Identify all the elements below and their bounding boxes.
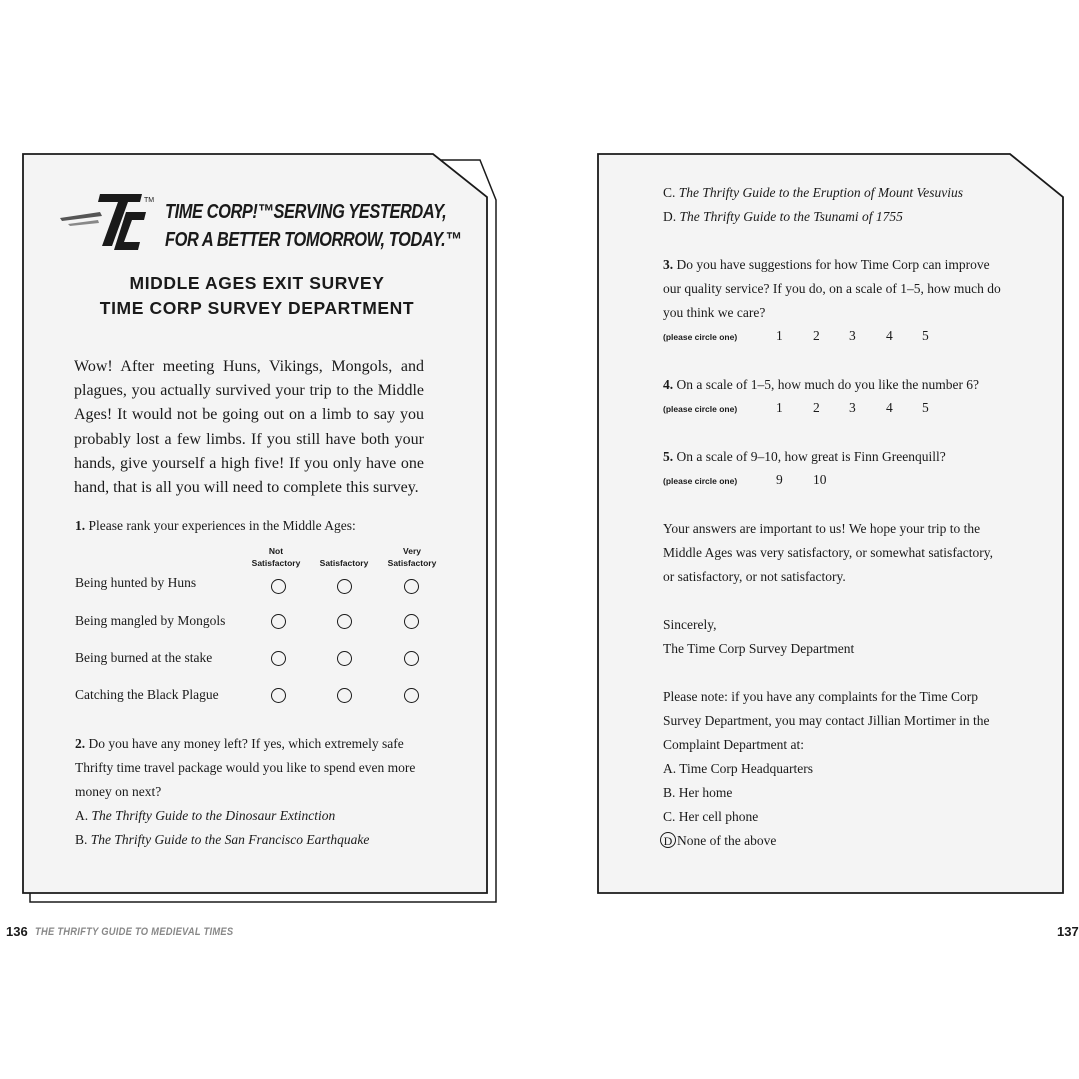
option-prefix: D. xyxy=(663,209,677,224)
option-prefix: A. xyxy=(75,808,89,823)
scale-option[interactable]: 4 xyxy=(886,400,893,415)
question-5-text: On a scale of 9–10, how great is Finn Greenquill? xyxy=(676,449,946,464)
question-4-number: 4. xyxy=(663,377,674,392)
rank-row-label: Being burned at the stake xyxy=(75,650,213,665)
scale-option[interactable]: 10 xyxy=(813,472,827,487)
question-3-line-2: our quality service? If you do, on a scale of 1–5, how much do xyxy=(663,281,1001,296)
question-4-text: On a scale of 1–5, how much do you like the number 6? xyxy=(676,377,980,392)
question-1-number: 1. xyxy=(75,518,86,533)
running-title: THE THRIFTY GUIDE TO MEDIEVAL TIMES xyxy=(35,926,234,938)
scale-option[interactable]: 2 xyxy=(813,328,820,343)
complaint-option-d xyxy=(660,829,776,853)
closing-line-1: Your answers are important to us! We hope your trip to the xyxy=(663,521,981,536)
option-text: The Thrifty Guide to the San Francisco Earthquake xyxy=(90,832,370,847)
question-3-number: 3. xyxy=(663,257,674,272)
question-3-line-1 xyxy=(663,253,990,277)
scale-option[interactable]: 1 xyxy=(776,400,783,415)
question-4 xyxy=(663,373,979,397)
question-2-number: 2. xyxy=(75,736,86,751)
column-header-line: Very xyxy=(403,546,421,556)
circle-instruction: (please circle one) xyxy=(663,404,738,414)
scale-option[interactable]: 5 xyxy=(922,400,929,415)
option-text: The Thrifty Guide to the Dinosaur Extinction xyxy=(91,808,336,823)
rank-row-label: Being hunted by Huns xyxy=(75,575,197,590)
closing-line-3: or satisfactory, or not satisfactory. xyxy=(663,569,846,584)
svg-text:TM: TM xyxy=(144,197,155,204)
question-2-text: Do you have any money left? If yes, which extremely safe xyxy=(88,736,404,751)
question-1-text: Please rank your experiences in the Middle Ages: xyxy=(88,518,356,533)
option-prefix: C. xyxy=(663,185,676,200)
note-line-2: Survey Department, you may contact Jillian Mortimer in the xyxy=(663,713,990,728)
signoff: Sincerely, xyxy=(663,617,717,632)
intro-paragraph: Wow! After meeting Huns, Vikings, Mongols, and plagues, you actually survived your trip to the Middle Ages! It would not be going out on a limb to say you probably lost a few limbs. If you still have both your hands, give yourself a high five! If you only have one hand, that is all you will need to complete this survey. xyxy=(74,358,424,497)
option-prefix: B. xyxy=(75,832,88,847)
scale-option[interactable]: 3 xyxy=(849,400,856,415)
signature: The Time Corp Survey Department xyxy=(663,641,855,656)
option-text: The Thrifty Guide to the Eruption of Mount Vesuvius xyxy=(678,185,963,200)
option-text: The Thrifty Guide to the Tsunami of 1755 xyxy=(679,209,903,224)
question-2-line-3: money on next? xyxy=(75,784,162,799)
slogan-line-2: FOR A BETTER TOMORROW, TODAY.™ xyxy=(165,229,462,251)
complaint-option-b: B. Her home xyxy=(663,785,733,800)
circle-instruction: (please circle one) xyxy=(663,476,738,486)
question-2-option-d xyxy=(663,205,903,229)
page-number-left: 136 xyxy=(6,924,28,939)
option-text: None of the above xyxy=(677,833,777,848)
scale-option[interactable]: 4 xyxy=(886,328,893,343)
scale-option[interactable]: 3 xyxy=(849,328,856,343)
question-2-line-2: Thrifty time travel package would you like to spend even more xyxy=(75,760,416,775)
column-header-line: Satisfactory xyxy=(387,558,437,568)
survey-title: MIDDLE AGES EXIT SURVEY xyxy=(129,273,385,293)
question-3-text: Do you have suggestions for how Time Corp can improve xyxy=(676,257,990,272)
scale-option[interactable]: 5 xyxy=(922,328,929,343)
circle-instruction: (please circle one) xyxy=(663,332,738,342)
scale-option[interactable]: 2 xyxy=(813,400,820,415)
question-3-line-3: you think we care? xyxy=(663,305,766,320)
closing-line-2: Middle Ages was very satisfactory, or somewhat satisfactory, xyxy=(663,545,994,560)
column-header-line: Satisfactory xyxy=(251,558,301,568)
survey-subtitle: TIME CORP SURVEY DEPARTMENT xyxy=(99,298,415,318)
slogan-line-1: TIME CORP!™SERVING YESTERDAY, xyxy=(165,201,447,223)
page-number-right: 137 xyxy=(1057,924,1079,939)
scale-option[interactable]: 9 xyxy=(776,472,783,487)
rank-row-label: Being mangled by Mongols xyxy=(75,613,226,628)
circled-answer-d: D xyxy=(660,832,676,848)
question-2-option-c xyxy=(663,181,963,205)
complaint-option-c: C. Her cell phone xyxy=(663,809,759,824)
question-5 xyxy=(663,445,946,469)
scale-option[interactable]: 1 xyxy=(776,328,783,343)
question-5-number: 5. xyxy=(663,449,674,464)
complaint-option-a: A. Time Corp Headquarters xyxy=(663,761,813,776)
note-line-3: Complaint Department at: xyxy=(663,737,804,752)
note-line-1: Please note: if you have any complaints for the Time Corp xyxy=(663,689,978,704)
column-header-line: Satisfactory xyxy=(319,558,369,568)
column-header-line: Not xyxy=(268,546,284,556)
rank-row-label: Catching the Black Plague xyxy=(75,687,219,702)
